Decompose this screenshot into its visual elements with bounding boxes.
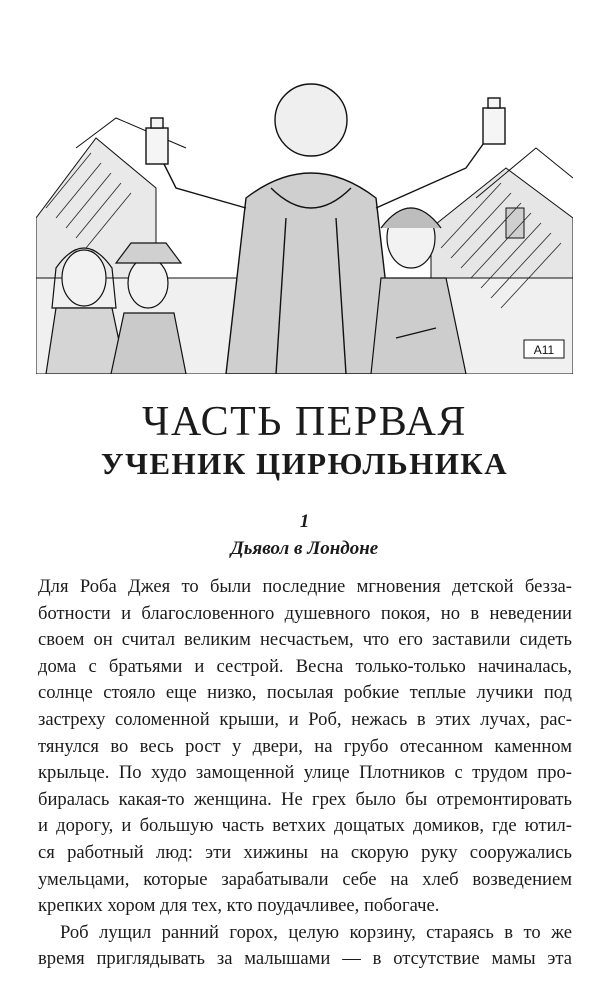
paragraph	[38, 574, 572, 920]
chapter-illustration	[36, 78, 573, 374]
text-line: солнце стояло еще низко, посылая робкие теплые лучики под	[38, 682, 572, 704]
part-subtitle: УЧЕНИК ЦИРЮЛЬНИКА	[100, 446, 509, 481]
text-line: тянулся во весь рост у двери, на грубо отесанном каменном	[38, 735, 572, 757]
text-line: время приглядывать за малышами — в отсутствие мамы эта	[38, 948, 572, 970]
text-line: биралась какая-то женщина. Не грех было бы отремонтировать	[38, 788, 572, 810]
text-line: и дорогу, и большую часть ветхих дощатых домиков, где ютил-	[38, 815, 572, 837]
text-line: умельцами, которые зарабатывали себе на хлеб возведением	[38, 868, 572, 890]
text-line: ся работный люд: эти хижины на скорую руку сооружались	[38, 841, 572, 863]
paragraph	[38, 920, 572, 973]
text-line: дома с братьями и сестрой. Весна только-только начиналась,	[38, 655, 572, 677]
text-line: Для Роба Джея то были последние мгновения детской безза-	[38, 576, 572, 597]
text-line: крепких хором для тех, кто поудачливее, побогаче.	[38, 895, 440, 917]
text-line: своем он считал великим несчастьем, что его заставили сидеть	[38, 629, 572, 651]
chapter-title: Дьявол в Лондоне	[230, 538, 379, 559]
chapter-number: 1	[299, 511, 310, 532]
text-line: застреху соломенной крыши, и Роб, нежась в этих лучах, рас-	[38, 708, 572, 730]
part-title: ЧАСТЬ ПЕРВАЯ	[142, 399, 467, 445]
chapter-body	[38, 574, 572, 973]
illustrator-signature	[524, 340, 564, 358]
svg-text:A11: A11	[533, 343, 555, 357]
text-line: Роб лущил ранний горох, целую корзину, стараясь в то же	[60, 921, 572, 943]
text-line: ботности и благословенного душевного покоя, но в неведении	[38, 602, 572, 624]
engraving-illustration	[36, 78, 573, 374]
text-line: крыльце. По худо замощенной улице Плотников с трудом про-	[38, 762, 572, 784]
